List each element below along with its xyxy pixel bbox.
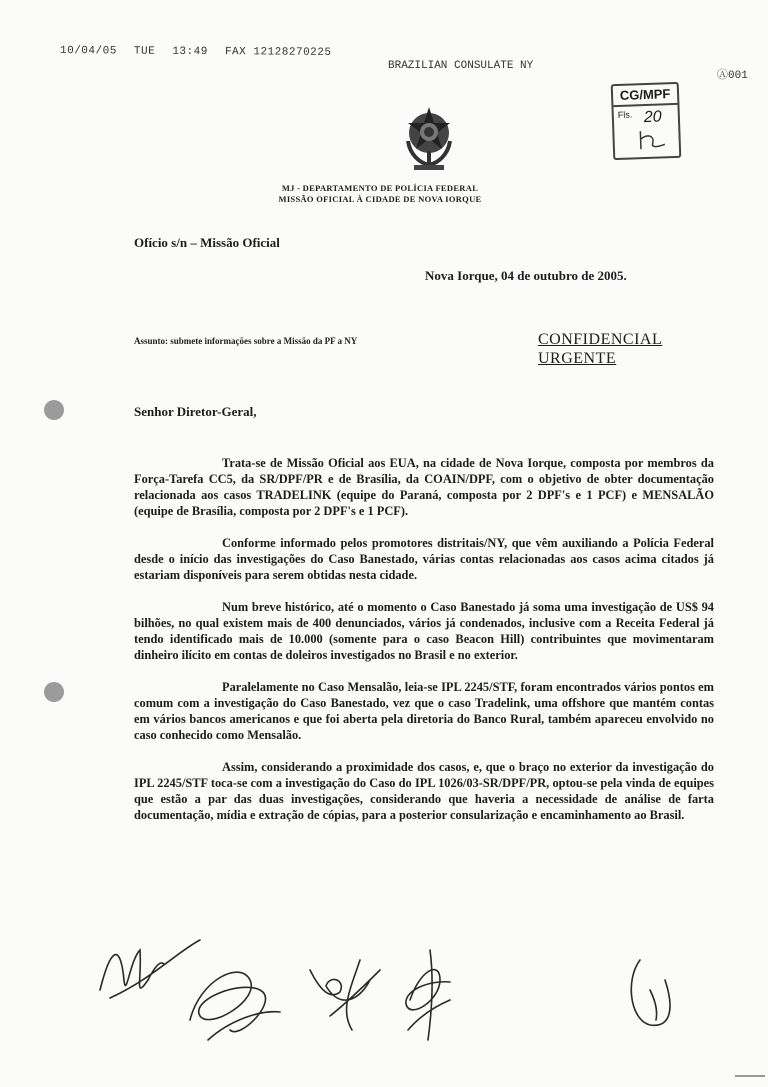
punch-hole-icon <box>44 682 64 702</box>
page-edge-mark <box>735 1075 765 1077</box>
fax-sender: BRAZILIAN CONSULATE NY <box>388 60 534 72</box>
paragraph-5: Assim, considerando a proximidade dos casos, e, que o braço no exterior da investigação do IPL 2245/STF toca-se com a investigação do Caso do IPL 1026/03-SR/DPF/PR, optou-se pela vinda de equipes que estão a par das duas investigações, considerando que haveria a necessidade de análise de farta documentação, mídia e extração de cópias, para a posterior consularização e encaminhamento ao Brasil. <box>134 760 714 822</box>
punch-hole-icon <box>44 400 64 420</box>
fax-number: FAX 12128270225 <box>224 46 332 59</box>
salutation: Senhor Diretor-Geral, <box>134 404 257 419</box>
subject-line: Assunto: submete informações sobre a Missão da PF a NY <box>134 336 358 346</box>
stamp-fls-number: 20 <box>643 108 662 127</box>
brazil-coat-of-arms-icon <box>400 103 458 178</box>
letterhead-line-1: MJ - DEPARTAMENTO DE POLÍCIA FEDERAL <box>281 183 479 193</box>
paragraph-1: Trata-se de Missão Oficial aos EUA, na cidade de Nova Iorque, composta por membros da Força-Tarefa CC5, da SR/DPF/PR e de Brasília, da COAIN/DPF, com o objetivo de obter documentação relacionada aos casos TRADELINK (equipe do Paraná, composta por 2 DPF's e 1 PCF) e MENSALÃO (equipe de Brasília, composta por 2 DPF's e 1 PCF). <box>134 456 714 518</box>
paragraph-3: Num breve histórico, até o momento o Caso Banestado já soma uma investigação de US$ 94 bilhões, no qual existem mais de 400 denunciados, vários já condenados, inclusive com a Receita Federal já tendo identificado mais de 10.000 (somente para o caso Beacon Hill) contribuintes que movimentaram dinheiro ilícito em contas de doleiros investigados no Brasil e no exterior. <box>134 600 714 662</box>
protocol-stamp <box>611 82 682 160</box>
letterhead-line-2: MISSÃO OFICIAL À CIDADE DE NOVA IORQUE <box>278 194 482 204</box>
fax-day: TUE <box>133 45 156 58</box>
paragraph-4: Paralelamente no Caso Mensalão, leia-se IPL 2245/STF, foram encontrados vários pontos em comum com a investigação do Caso Banestado, vez que o caso Tradelink, uma offshore que mantém contas em vários bancos americanos e que foi aberta pela diretoria do Banco Rural, também apareceu envolvido no caso conhecido como Mensalão. <box>134 680 714 742</box>
paragraph-2: Conforme informado pelos promotores distritais/NY, que vêm auxiliando a Polícia Federal desde o início das investigações do Caso Banestado, várias contas relacionadas aos casos acima citados já estariam disponíveis para serem obtidas nesta cidade. <box>134 536 714 582</box>
fax-page-number: Ⓐ001 <box>717 70 748 82</box>
classification-confidential: CONFIDENCIAL <box>538 331 663 348</box>
fax-date: 10/04/05 <box>59 45 117 58</box>
classification-urgent: URGENTE <box>538 350 617 367</box>
fax-header <box>60 45 342 59</box>
handwritten-signature-icon <box>90 920 710 1060</box>
place-date: Nova Iorque, 04 de outubro de 2005. <box>425 268 627 283</box>
document-reference: Ofício s/n – Missão Oficial <box>134 235 280 250</box>
letter-body <box>134 455 714 839</box>
stamp-fls-label: Fls. <box>617 109 633 120</box>
classification-block <box>538 330 662 368</box>
letterhead <box>250 183 510 205</box>
stamp-initials-icon <box>614 124 679 156</box>
stamp-title: CG/MPF <box>613 84 678 107</box>
fax-time: 13:49 <box>172 45 208 59</box>
